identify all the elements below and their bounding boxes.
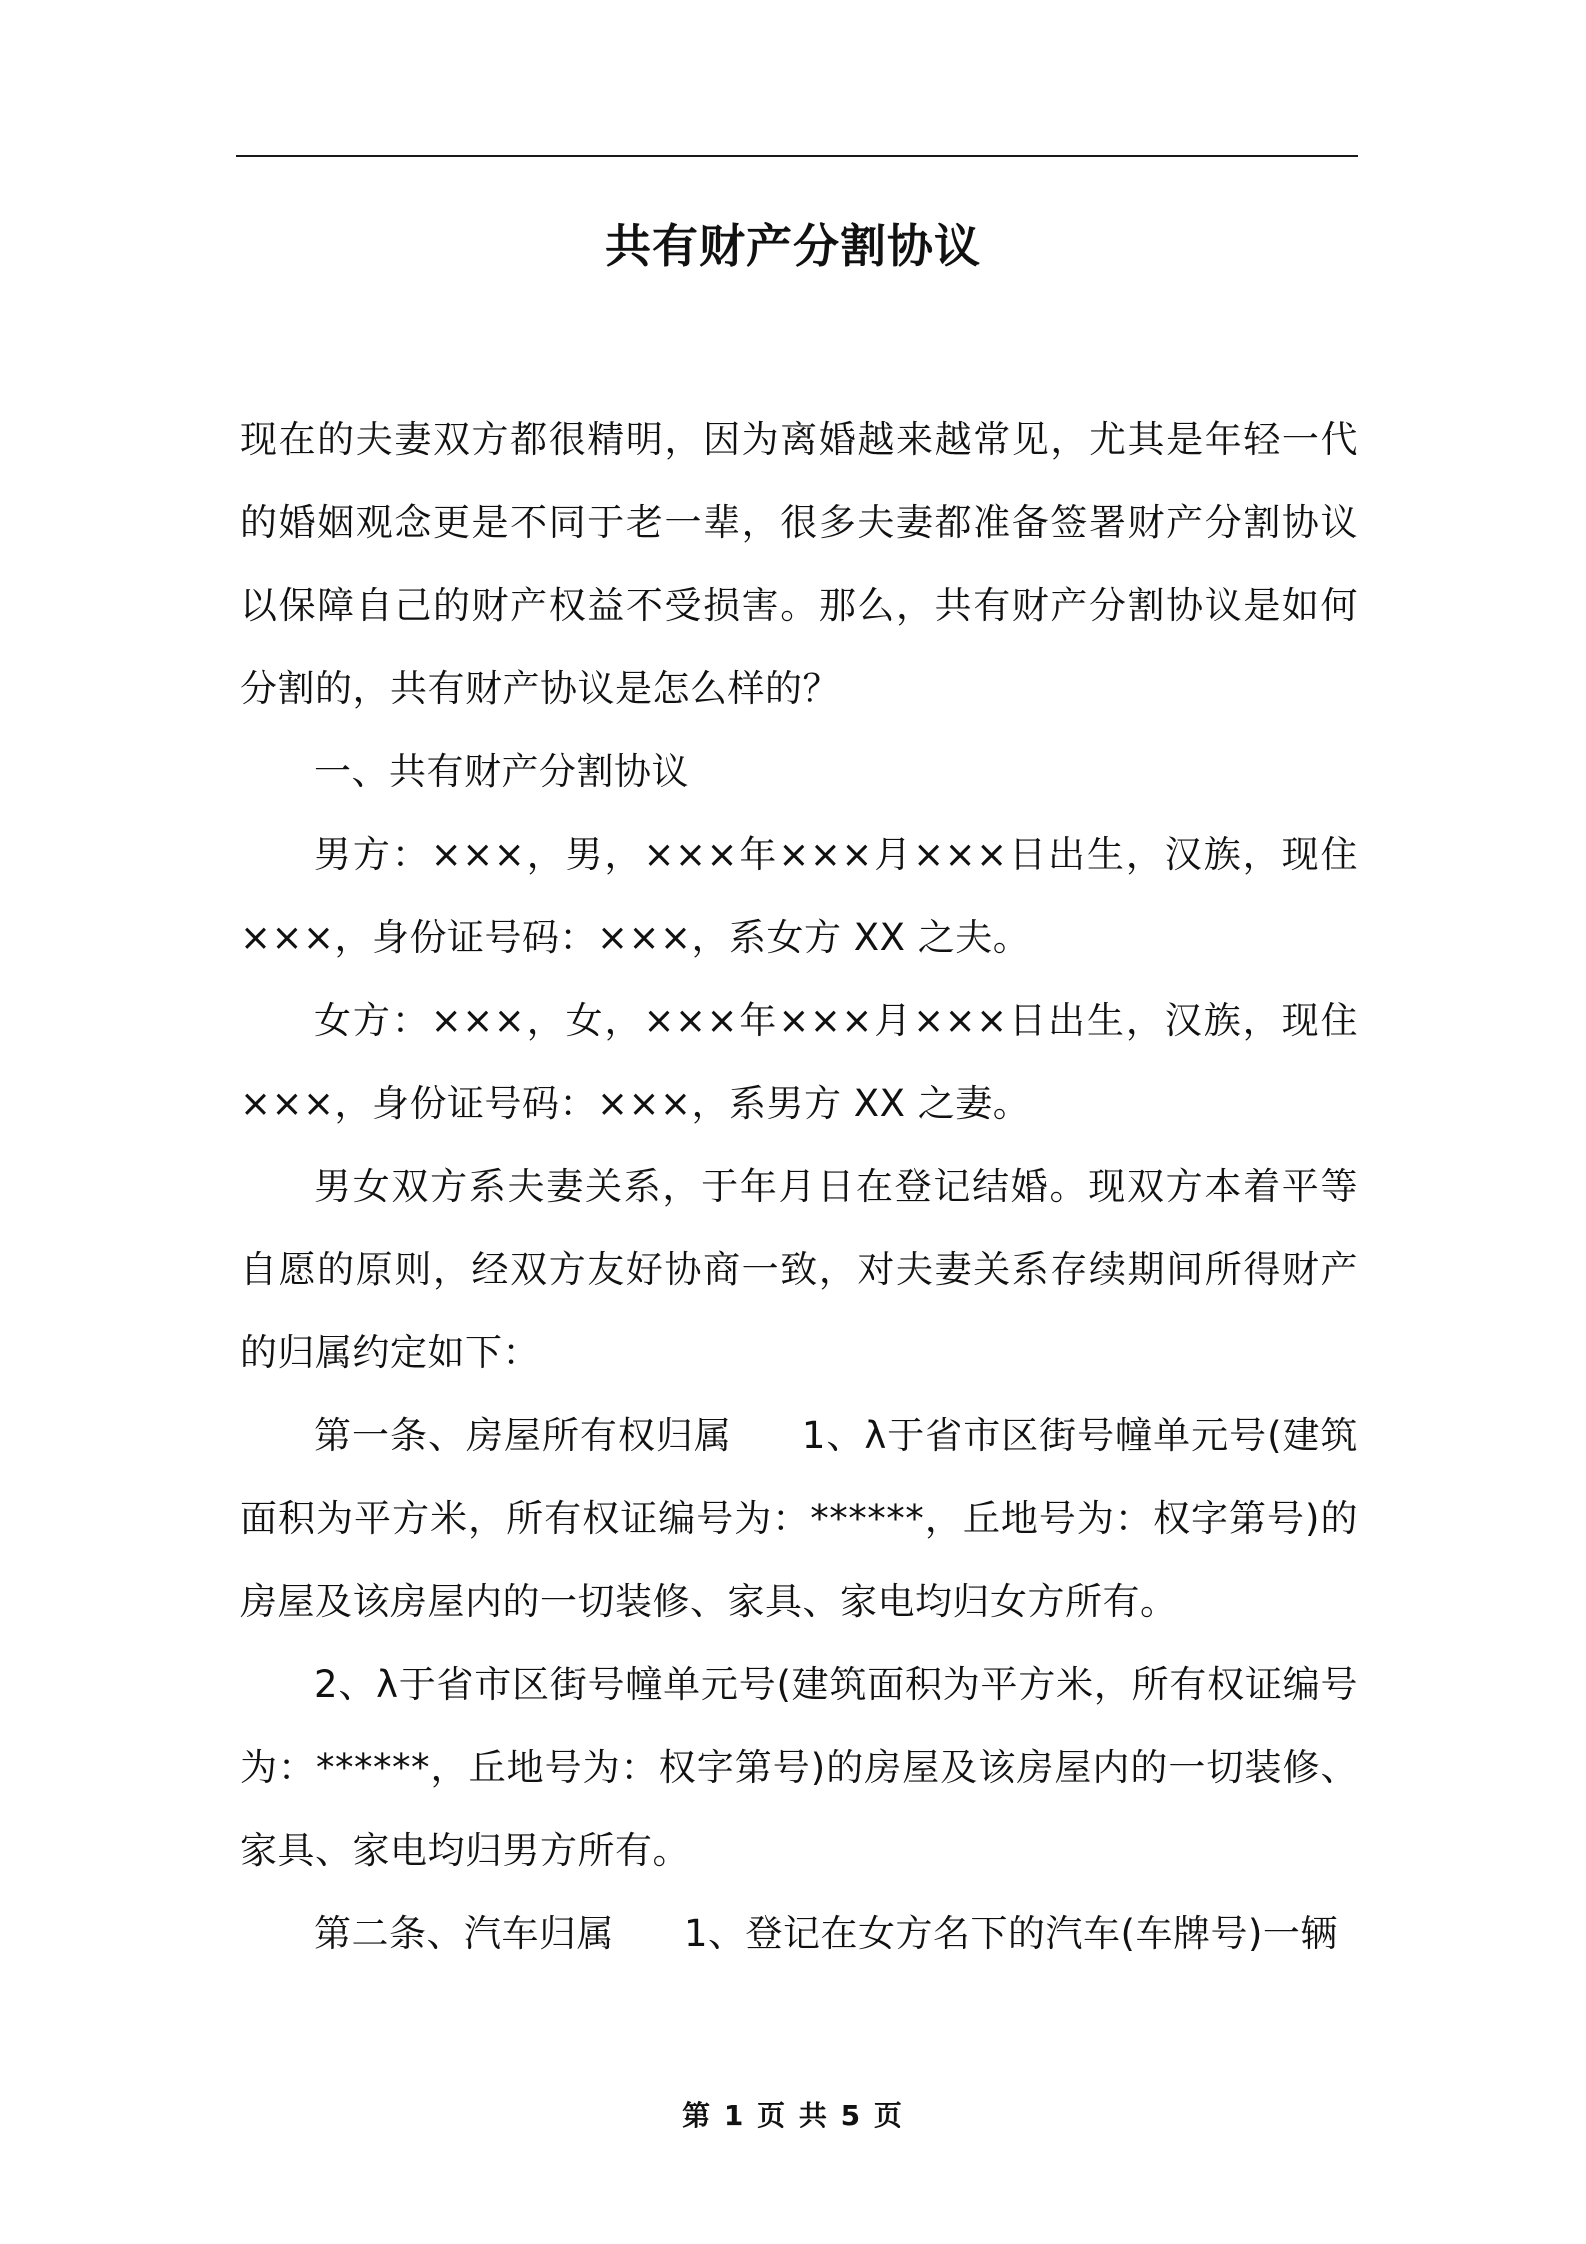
article-1-item-1: 1、λ于省市区街号幢单元号(建筑面积为平方米，所有权证编号为：******，丘地号为：权字第号)的房屋及该房屋内的一切装修、家具、家电均归女方所有。 [240, 1414, 1358, 1623]
document-body [240, 398, 1358, 1975]
article-2-paragraph [240, 1892, 1358, 1975]
paragraph-male-party: 男方：×××，男，×××年×××月×××日出生，汉族，现住×××，身份证号码：×××，系女方 XX 之夫。 [240, 833, 1358, 959]
page-number: 第 1 页 共 5 页 [682, 2099, 904, 2132]
paragraph-female-party: 女方：×××，女，×××年×××月×××日出生，汉族，现住×××，身份证号码：×××，系男方 XX 之妻。 [240, 999, 1358, 1125]
article-1-heading: 第一条、房屋所有权归属 [314, 1414, 732, 1457]
article-1-item-2: 2、λ于省市区街号幢单元号(建筑面积为平方米，所有权证编号为：******，丘地号为：权字第号)的房屋及该房屋内的一切装修、家具、家电均归男方所有。 [240, 1663, 1358, 1872]
article-2-item-1: 1、登记在女方名下的汽车(车牌号)一辆 [684, 1912, 1338, 1955]
paragraph-agreement-basis: 男女双方系夫妻关系，于年月日在登记结婚。现双方本着平等自愿的原则，经双方友好协商一致，对夫妻关系存续期间所得财产的归属约定如下： [240, 1165, 1358, 1374]
section-heading: 一、共有财产分割协议 [314, 750, 689, 793]
article-1-paragraph [240, 1394, 1358, 1643]
paragraph-intro: 现在的夫妻双方都很精明，因为离婚越来越常见，尤其是年轻一代的婚姻观念更是不同于老一辈，很多夫妻都准备签署财产分割协议以保障自己的财产权益不受损害。那么，共有财产分割协议是如何分割的，共有财产协议是怎么样的？ [240, 418, 1358, 710]
header-rule [236, 155, 1358, 157]
article-2-heading: 第二条、汽车归属 [314, 1912, 614, 1955]
document-title: 共有财产分割协议 [605, 219, 981, 273]
